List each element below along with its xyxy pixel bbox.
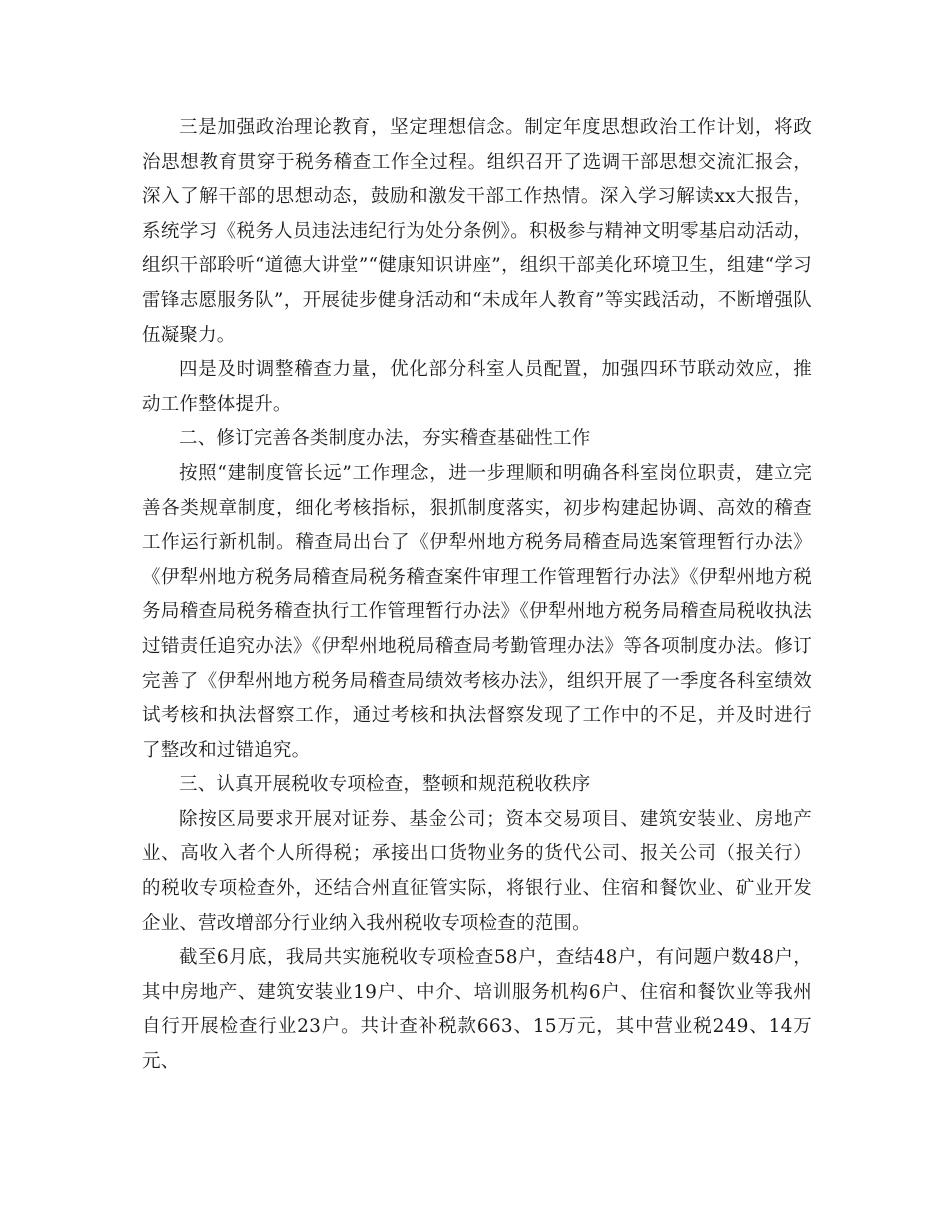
- paragraph-political-education: 三是加强政治理论教育，坚定理想信念。制定年度思想政治工作计划，将政治思想教育贯穿于税务稽查工作全过程。组织召开了选调干部思想交流汇报会，深入了解干部的思想动态，鼓励和激发干部工作热情。深入学习解读xx大报告，系统学习《税务人员违法违纪行为处分条例》。积极参与精神文明零基启动活动，组织干部聆听“道德大讲堂”“健康知识讲座”，组织干部美化环境卫生，组建“学习雷锋志愿服务队”，开展徒步健身活动和“未成年人教育”等实践活动，不断增强队伍凝聚力。: [142, 117, 812, 346]
- section-heading-2: 二、修订完善各类制度办法，夯实稽查基础性工作: [179, 428, 591, 450]
- paragraph-staff-adjustment: 四是及时调整稽查力量，优化部分科室人员配置，加强四环节联动效应，推动工作整体提升。: [142, 359, 812, 415]
- paragraph-special-inspection: 除按区局要求开展对证券、基金公司；资本交易项目、建筑安装业、房地产业、高收入者个人所得税；承接出口货物业务的货代公司、报关公司（报关行）的税收专项检查外，还结合州直征管实际，将银行业、住宿和餐饮业、矿业开发企业、营改增部分行业纳入我州税收专项检查的范围。: [142, 808, 812, 934]
- paragraph-regulations: 按照“建制度管长远”工作理念，进一步理顺和明确各科室岗位职责，建立完善各类规章制度，细化考核指标，狠抓制度落实，初步构建起协调、高效的稽查工作运行新机制。稽查局出台了《伊犁州地方税务局稽查局选案管理暂行办法》《伊犁州地方税务局稽查局税务稽查案件审理工作管理暂行办法》《伊犁州地方税务局稽查局税务稽查执行工作管理暂行办法》《伊犁州地方税务局稽查局税收执法过错责任追究办法》《伊犁州地税局稽查局考勤管理办法》等各项制度办法。修订完善了《伊犁州地方税务局稽查局绩效考核办法》，组织开展了一季度各科室绩效试考核和执法督察工作，通过考核和执法督察发现了工作中的不足，并及时进行了整改和过错追究。: [142, 462, 812, 761]
- section-heading-3: 三、认真开展税收专项检查，整顿和规范税收秩序: [179, 774, 591, 796]
- paragraph-inspection-stats: 截至6月底，我局共实施税收专项检查58户，查结48户，有问题户数48户，其中房地产、建筑安装业19户、中介、培训服务机构6户、住宿和餐饮业等我州自行开展检查行业23户。共计查补税款663、15万元，其中营业税249、14万元、: [142, 947, 812, 1073]
- document-body: [142, 111, 812, 1080]
